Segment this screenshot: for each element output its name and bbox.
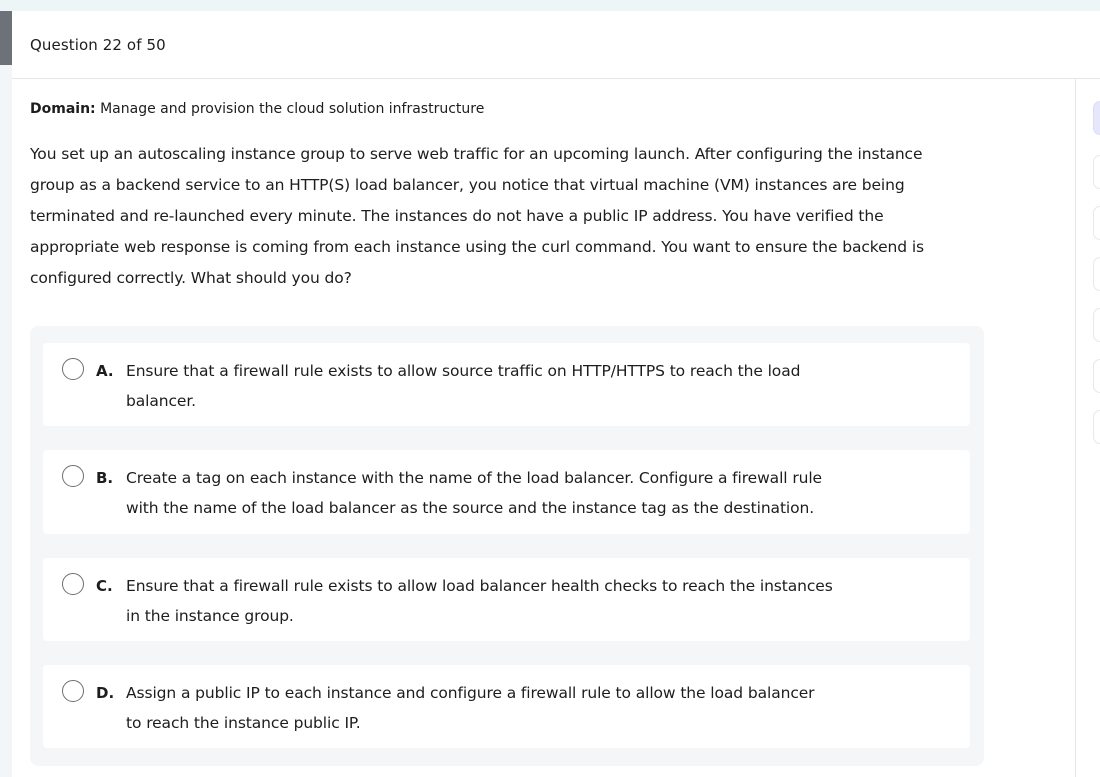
question-nav-dot[interactable]: [1093, 257, 1100, 291]
option-text-line: to reach the instance public IP.: [126, 714, 361, 732]
question-nav-dot[interactable]: [1093, 206, 1100, 240]
option-text: [126, 463, 866, 523]
question-line: group as a backend service to an HTTP(S) load balancer, you notice that virtual machine (VM) instances are being: [30, 176, 905, 194]
question-content: [30, 79, 990, 294]
radio-button-a[interactable]: [62, 358, 84, 380]
domain-line: [30, 100, 990, 118]
question-nav-dot[interactable]: [1093, 308, 1100, 342]
option-text-line: Create a tag on each instance with the name of the load balancer. Configure a firewall rule: [126, 469, 822, 487]
top-strip: [0, 0, 1100, 11]
answer-option-b[interactable]: [43, 450, 970, 534]
question-header: [12, 11, 1100, 79]
answer-option-a[interactable]: [43, 343, 970, 426]
radio-button-c[interactable]: [62, 573, 84, 595]
answer-options-panel: [30, 326, 984, 766]
option-letter: A.: [96, 362, 114, 380]
option-text-line: Ensure that a firewall rule exists to allow load balancer health checks to reach the instances: [126, 577, 833, 595]
question-nav-dot[interactable]: [1093, 101, 1100, 135]
answer-option-d[interactable]: [43, 665, 970, 748]
option-text-line: Ensure that a firewall rule exists to allow source traffic on HTTP/HTTPS to reach the load: [126, 362, 801, 380]
option-text: [126, 678, 866, 738]
option-text-line: balancer.: [126, 392, 197, 410]
right-divider: [1075, 79, 1076, 777]
option-text: [126, 356, 866, 416]
domain-label: Domain:: [30, 101, 96, 117]
question-line: configured correctly. What should you do?: [30, 269, 352, 287]
domain-value: Manage and provision the cloud solution infrastructure: [100, 101, 485, 117]
option-letter: B.: [96, 469, 114, 487]
radio-button-b[interactable]: [62, 465, 84, 487]
question-line: terminated and re-launched every minute. The instances do not have a public IP address. You have verified the: [30, 207, 884, 225]
question-nav-dot[interactable]: [1093, 155, 1100, 189]
option-letter: D.: [96, 684, 115, 702]
question-line: You set up an autoscaling instance group to serve web traffic for an upcoming launch. After configuring the instance: [30, 145, 923, 163]
question-text: [30, 139, 990, 294]
option-letter: C.: [96, 577, 113, 595]
radio-button-d[interactable]: [62, 680, 84, 702]
option-text-line: with the name of the load balancer as the source and the instance tag as the destination.: [126, 499, 815, 517]
question-navigator: [1093, 98, 1100, 758]
question-nav-dot[interactable]: [1093, 410, 1100, 444]
left-accent-bar: [0, 11, 12, 65]
question-line: appropriate web response is coming from each instance using the curl command. You want to ensure the backend is: [30, 238, 925, 256]
answer-option-c[interactable]: [43, 558, 970, 641]
question-counter: Question 22 of 50: [30, 35, 166, 54]
option-text: [126, 571, 866, 631]
option-text-line: in the instance group.: [126, 607, 294, 625]
question-nav-dot[interactable]: [1093, 359, 1100, 393]
option-text-line: Assign a public IP to each instance and configure a firewall rule to allow the load balancer: [126, 684, 815, 702]
